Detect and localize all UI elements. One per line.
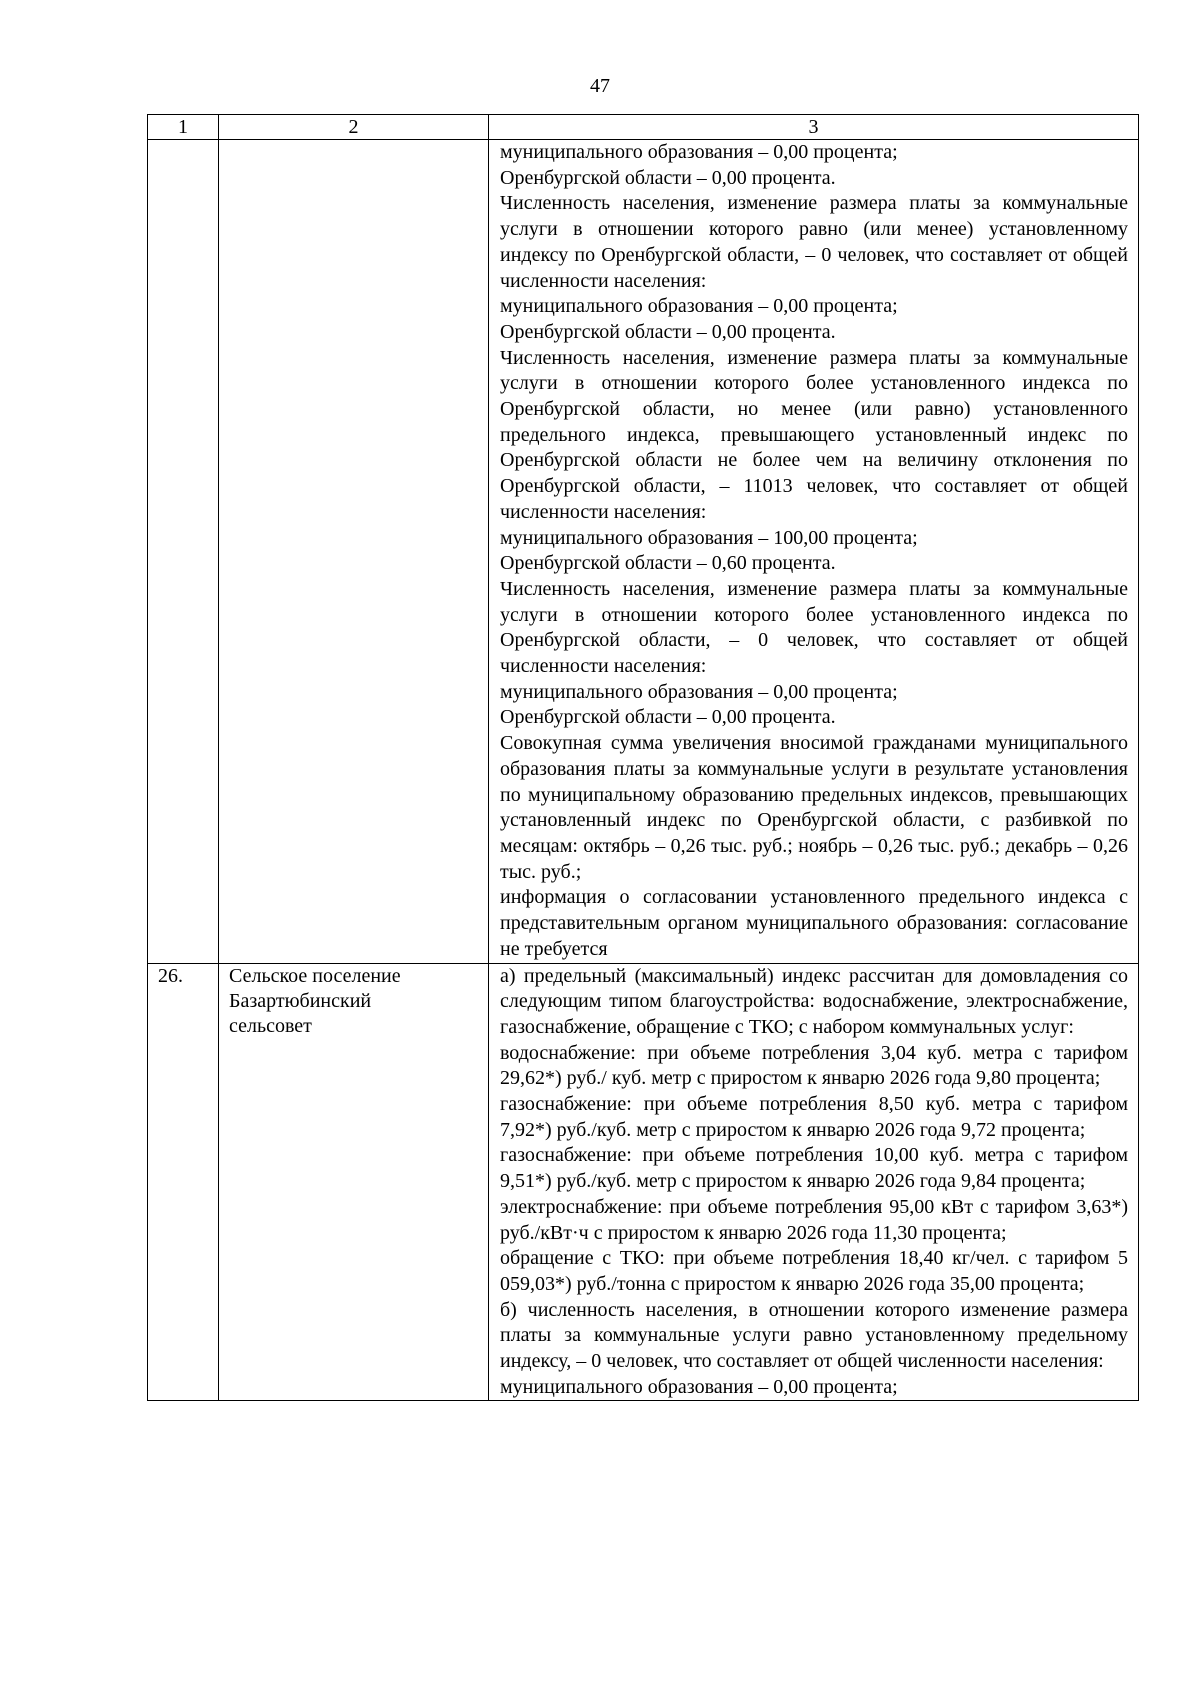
paragraph: газоснабжение: при объеме потребления 10,00 куб. метра с тарифом 9,51*) руб./куб. метр с приростом к январю 2026 года 9,84 процента;	[500, 1144, 1128, 1193]
column-header-2: 2	[219, 115, 489, 140]
settlement-name-line: Базартюбинский	[229, 989, 372, 1012]
row-description-cell	[489, 140, 1139, 964]
paragraph: электроснабжение: при объеме потребления 95,00 кВт с тарифом 3,63*) руб./кВт·ч с приростом к январю 2026 года 11,30 процента;	[500, 1195, 1128, 1244]
settlement-name	[219, 963, 489, 1401]
paragraph: информация о согласовании установленного предельного индекса с представительным органом муниципального образования: согласование не требуется	[500, 886, 1128, 960]
data-table	[147, 114, 1139, 1401]
paragraph: Численность населения, изменение размера платы за коммунальные услуги в отношении которого более установленного индекса по Оренбургской области, – 0 человек, что составляет от общей численности населения:	[500, 577, 1128, 678]
table-row-26	[148, 963, 1139, 1401]
table-row-continued	[148, 140, 1139, 964]
paragraph: Оренбургской области – 0,60 процента.	[500, 552, 836, 575]
paragraph: Совокупная сумма увеличения вносимой гражданами муниципального образования платы за коммунальные услуги в результате установления по муниципальному образованию предельных индексов, превышающих установленный индекс по Оренбургской области, с разбивкой по месяцам: октябрь – 0,26 тыс. руб.; ноябрь – 0,26 тыс. руб.; декабрь – 0,26 тыс. руб.;	[500, 732, 1128, 883]
paragraph: б) численность населения, в отношении которого изменение размера платы за коммунальные услуги равно установленному предельному индексу, – 0 человек, что составляет от общей численности населения:	[500, 1298, 1128, 1373]
settlement-name-line: Сельское поселение	[229, 964, 401, 987]
paragraph: а) предельный (максимальный) индекс рассчитан для домовладения со следующим типом благоустройства: водоснабжение, электроснабжение, газоснабжение, обращение с ТКО; с набором коммунальных услуг:	[500, 964, 1128, 1038]
paragraph: муниципального образования – 0,00 процента;	[500, 295, 898, 318]
paragraph: муниципального образования – 0,00 процента;	[500, 141, 898, 163]
settlement-name-line: сельсовет	[229, 1015, 312, 1038]
paragraph: Численность населения, изменение размера платы за коммунальные услуги в отношении которого равно (или менее) установленному индексу по Оренбургской области, – 0 человек, что составляет от общей численности населения:	[500, 192, 1128, 292]
paragraph: водоснабжение: при объеме потребления 3,04 куб. метра с тарифом 29,62*) руб./ куб. метр с приростом к январю 2026 года 9,80 процента;	[500, 1041, 1128, 1090]
page-number: 47	[590, 75, 610, 97]
paragraph: Численность населения, изменение размера платы за коммунальные услуги в отношении которого более установленного индекса по Оренбургской области, но менее (или равно) установленного предельного индекса, превышающего установленный индекс по Оренбургской области не более чем на величину отклонения по Оренбургской области, – 11013 человек, что составляет от общей численности населения:	[500, 346, 1128, 523]
paragraph: Оренбургской области – 0,00 процента.	[500, 706, 836, 729]
table-header-row	[148, 115, 1139, 140]
paragraph: муниципального образования – 100,00 процента;	[500, 526, 918, 549]
row-name-cell-empty	[219, 140, 489, 964]
paragraph: Оренбургской области – 0,00 процента.	[500, 166, 836, 189]
paragraph: муниципального образования – 0,00 процента;	[500, 1375, 898, 1398]
column-header-3: 3	[489, 115, 1139, 140]
row-number: 26.	[148, 963, 219, 1401]
paragraph: газоснабжение: при объеме потребления 8,50 куб. метра с тарифом 7,92*) руб./куб. метр с приростом к январю 2026 года 9,72 процента;	[500, 1093, 1128, 1141]
row-number-cell-empty	[148, 140, 219, 964]
paragraph: обращение с ТКО: при объеме потребления 18,40 кг/чел. с тарифом 5 059,03*) руб./тонна с приростом к январю 2026 года 35,00 процента;	[500, 1247, 1128, 1295]
paragraph: муниципального образования – 0,00 процента;	[500, 680, 898, 703]
paragraph: Оренбургской области – 0,00 процента.	[500, 320, 836, 343]
column-header-1: 1	[148, 115, 219, 140]
row-description-cell	[489, 963, 1139, 1401]
